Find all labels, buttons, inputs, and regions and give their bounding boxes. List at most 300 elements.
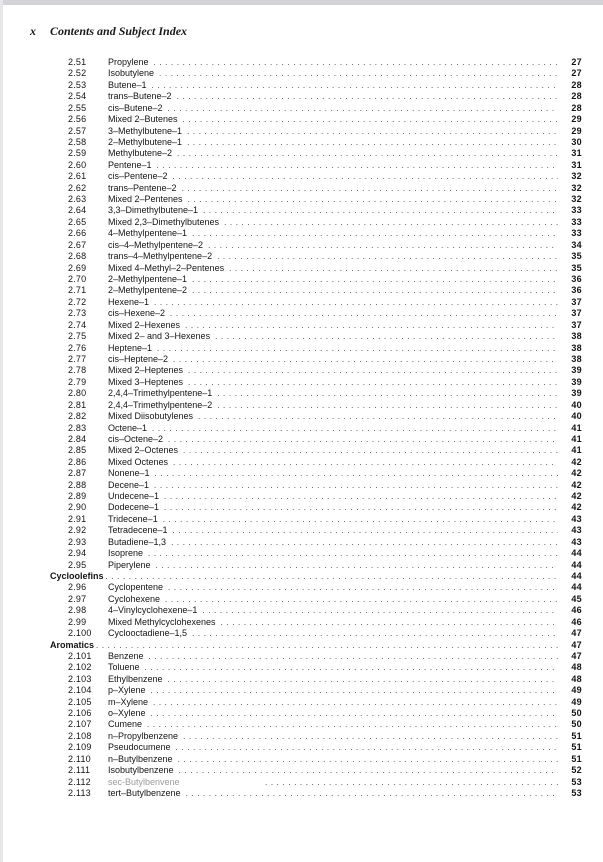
dot-leader [178,755,558,764]
entry-page-number: 41 [571,422,582,433]
entry-page-number: 42 [571,479,582,490]
entry-title: cis–Heptene–2 [108,353,169,364]
entry-number: 2.52 [68,68,87,79]
dot-leader [182,184,558,193]
entry-title: 2–Methylpentene–1 [108,274,188,285]
entry-number: 2.58 [68,136,87,147]
entry-title: 4–Vinylcyclohexene–1 [108,605,198,616]
entry-number: 2.69 [68,262,87,273]
dot-leader [173,458,558,467]
scan-edge-left [0,0,3,862]
toc-row [50,697,582,708]
entry-title: cis–Hexene–2 [108,308,166,319]
dot-leader [183,732,558,741]
entry-number: 2.103 [68,673,92,684]
entry-title: 2,4,4–Trimethylpentene–2 [108,399,213,410]
toc-row [50,388,582,399]
entry-page-number: 43 [571,536,582,547]
entry-title: Mixed 2,3–Dimethylbutenes [108,216,220,227]
entry-number: 2.79 [68,376,87,387]
entry-title: cis–Butene–2 [108,102,163,113]
toc-row [50,491,582,502]
toc-row [50,183,582,194]
dot-leader [154,58,558,67]
dot-leader [173,526,558,535]
entry-page-number: 51 [571,753,582,764]
entry-page-number: 42 [571,468,582,479]
toc-row [50,263,582,274]
dot-leader [187,127,558,136]
dot-leader [217,389,558,398]
dot-leader [148,549,558,558]
dot-leader [149,652,558,661]
entry-page-number: 53 [571,788,582,798]
entry-title: Cyclopentene [108,582,164,593]
entry-title: Decene–1 [108,479,150,490]
entry-number: 2.108 [68,730,92,741]
dot-leader [156,561,558,570]
entry-page-number: 44 [571,582,582,593]
page-number-label: x [30,24,36,38]
entry-page-number: 40 [571,411,582,422]
entry-page-number: 43 [571,525,582,536]
entry-title: Mixed 3–Heptenes [108,376,184,387]
dot-leader [152,424,558,433]
toc-row [50,365,582,376]
entry-page-number: 29 [571,125,582,136]
entry-page-number: 48 [571,662,582,673]
entry-number: 2.102 [68,662,92,673]
toc-row [50,228,582,239]
dot-leader [154,298,558,307]
entry-number: 2.104 [68,685,92,696]
entry-number: 2.54 [68,91,87,102]
entry-number: 2.88 [68,479,87,490]
dot-leader [215,332,558,341]
dot-leader [217,401,558,410]
toc-row [50,251,582,262]
dot-leader [229,264,558,273]
toc-row [50,788,582,799]
entry-page-number: 38 [571,342,582,353]
entry-title: o–Xylene [108,708,146,719]
entry-title: Cyclohexene [108,593,161,604]
entry-number: 2.111 [68,765,91,776]
toc-row [50,217,582,228]
toc-row [50,685,582,696]
entry-number: 2.73 [68,308,87,319]
toc-row [50,274,582,285]
dot-leader [188,195,558,204]
dot-leader [202,606,558,615]
entry-title: Propylene [108,57,149,67]
toc-row [50,719,582,730]
entry-number: 2.56 [68,114,87,125]
entry-page-number: 32 [571,182,582,193]
toc-row [50,628,582,639]
entry-title: Octene–1 [108,422,148,433]
toc-row [50,297,582,308]
entry-title: Mixed 2–Hexenes [108,319,181,330]
entry-number: 2.95 [68,559,87,570]
entry-page-number: 39 [571,388,582,399]
entry-page-number: 35 [571,251,582,262]
dot-leader [203,206,558,215]
dot-leader [151,709,558,718]
entry-title: trans–Pentene–2 [108,182,177,193]
entry-title: Nonene–1 [108,468,150,479]
entry-page-number: 44 [571,570,582,581]
entry-page-number: 34 [571,239,582,250]
entry-title: Mixed 2–Heptenes [108,365,184,376]
dot-leader [152,81,558,90]
entry-number: 2.74 [68,319,87,330]
toc-row [50,240,582,251]
dot-leader [168,435,558,444]
entry-page-number: 32 [571,171,582,182]
dot-leader [221,618,558,627]
toc-row [50,434,582,445]
toc-row [50,194,582,205]
dot-leader [159,69,558,78]
entry-number: 2.107 [68,719,92,730]
entry-number: 2.60 [68,159,87,170]
dot-leader [157,344,558,353]
entry-number: 2.53 [68,79,87,90]
entry-title: Aromatics [50,639,95,650]
section-heading-row [50,640,582,651]
entry-page-number: 47 [571,650,582,661]
entry-number: 2.112 [68,776,91,787]
entry-title: 2,4,4–Trimethylpentene–1 [108,388,213,399]
dot-leader [192,286,558,295]
entry-title: Cumene [108,719,143,730]
entry-page-number: 49 [571,685,582,696]
entry-title: Mixed 2– and 3–Hexenes [108,331,211,342]
entry-page-number: 52 [571,765,582,776]
entry-page-number: 28 [571,79,582,90]
dot-leader [168,104,558,113]
entry-number: 2.65 [68,216,87,227]
entry-page-number: 46 [571,616,582,627]
dot-leader [165,595,558,604]
toc-row [50,525,582,536]
toc-row [50,537,582,548]
entry-number: 2.99 [68,616,87,627]
entry-number: 2.81 [68,399,87,410]
entry-page-number: 37 [571,319,582,330]
entry-page-number: 31 [571,148,582,159]
entry-number: 2.109 [68,742,92,753]
toc-row [50,617,582,628]
entry-title: 2–Methylpentene–2 [108,285,188,296]
toc-row [50,308,582,319]
entry-page-number: 49 [571,696,582,707]
dot-leader [154,481,558,490]
dot-leader [185,321,558,330]
entry-number: 2.86 [68,456,87,467]
entry-number: 2.68 [68,251,87,262]
entry-page-number: 41 [571,445,582,456]
entry-title: cis–Octene–2 [108,433,164,444]
toc-row [50,57,582,68]
entry-title: 2–Methylbutene–1 [108,136,183,147]
entry-title: n–Propylbenzene [108,730,179,741]
entry-page-number: 28 [571,102,582,113]
entry-page-number: 35 [571,262,582,273]
entry-title: 3–Methylbutene–1 [108,125,183,136]
toc-row [50,171,582,182]
dot-leader [168,675,558,684]
dot-leader [192,275,558,284]
entry-number: 2.66 [68,228,87,239]
entry-number: 2.110 [68,753,91,764]
dot-leader [151,686,558,695]
dot-leader [176,743,558,752]
entry-title: Toluene [108,662,140,673]
table-of-contents [50,57,582,799]
entry-title: p–Xylene [108,685,146,696]
toc-row [50,80,582,91]
entry-title: Isobutylene [108,68,155,79]
dot-leader [188,366,558,375]
entry-page-number: 51 [571,742,582,753]
entry-number: 2.106 [68,708,92,719]
toc-row [50,400,582,411]
dot-leader [186,789,558,798]
entry-page-number: 36 [571,285,582,296]
toc-row [50,91,582,102]
entry-title: Pseudocumene [108,742,171,753]
entry-title: trans–Butene–2 [108,91,172,102]
entry-number: 2.92 [68,525,87,536]
entry-number: 2.78 [68,365,87,376]
toc-row [50,114,582,125]
dot-leader [173,355,558,364]
entry-number: 2.101 [68,650,92,661]
toc-row [50,354,582,365]
toc-row [50,331,582,342]
entry-page-number: 29 [571,114,582,125]
dot-leader [208,241,558,250]
toc-row [50,103,582,114]
entry-number: 2.77 [68,353,87,364]
entry-number: 2.84 [68,433,87,444]
entry-title: Tetradecene–1 [108,525,168,536]
entry-title: Mixed Diisobutylenes [108,411,194,422]
entry-page-number: 48 [571,673,582,684]
entry-title: cis–4–Methylpentene–2 [108,239,204,250]
entry-title: m–Xylene [108,696,149,707]
entry-page-number: 33 [571,216,582,227]
toc-row [50,68,582,79]
dot-leader [198,412,558,421]
entry-number: 2.94 [68,548,87,559]
entry-title: 3,3–Dimethylbutene–1 [108,205,199,216]
entry-page-number: 44 [571,559,582,570]
dot-leader [192,629,558,638]
entry-title: Mixed 2–Pentenes [108,194,183,205]
entry-title: 4–Methylpentene–1 [108,228,188,239]
entry-page-number: 33 [571,228,582,239]
entry-number: 2.90 [68,502,87,513]
entry-title: Mixed Octenes [108,456,169,467]
entry-number: 2.59 [68,148,87,159]
dot-leader [96,641,558,650]
entry-page-number: 44 [571,548,582,559]
entry-number: 2.64 [68,205,87,216]
toc-row [50,514,582,525]
entry-number: 2.55 [68,102,87,113]
entry-title: Piperylene [108,559,151,570]
dot-leader [265,778,558,787]
toc-row [50,160,582,171]
dot-leader [170,309,558,318]
dot-leader [157,161,558,170]
dot-leader [106,572,558,581]
entry-number: 2.87 [68,468,87,479]
toc-row [50,468,582,479]
entry-page-number: 53 [571,776,582,787]
toc-row [50,777,582,788]
dot-leader [177,149,558,158]
toc-row [50,343,582,354]
entry-number: 2.71 [68,285,87,296]
dot-leader [168,583,558,592]
toc-row [50,674,582,685]
entry-number: 2.70 [68,274,87,285]
entry-page-number: 30 [571,136,582,147]
entry-page-number: 37 [571,308,582,319]
entry-page-number: 47 [571,628,582,639]
entry-title: Isoprene [108,548,144,559]
entry-title: cis–Pentene–2 [108,171,168,182]
entry-page-number: 41 [571,433,582,444]
entry-number: 2.82 [68,411,87,422]
dot-leader [155,469,558,478]
entry-title: Butene–1 [108,79,147,90]
dot-leader [183,446,558,455]
entry-title: Cyclooctadiene–1,5 [108,628,188,639]
dot-leader [164,503,558,512]
entry-page-number: 50 [571,708,582,719]
entry-title: tert–Butylbenzene [108,788,181,798]
entry-title: Ethylbenzene [108,673,163,684]
entry-title: Tridecene–1 [108,513,158,524]
entry-number: 2.98 [68,605,87,616]
toc-row [50,285,582,296]
entry-title: Mixed 2–Butenes [108,114,178,125]
toc-row [50,445,582,456]
toc-row [50,137,582,148]
entry-page-number: 36 [571,274,582,285]
toc-row [50,411,582,422]
entry-title: Mixed 4–Methyl–2–Pentenes [108,262,225,273]
entry-page-number: 42 [571,456,582,467]
entry-number: 2.80 [68,388,87,399]
entry-number: 2.85 [68,445,87,456]
entry-title: Mixed Methylcyclohexenes [108,616,216,627]
entry-page-number: 38 [571,331,582,342]
entry-title: Pentene–1 [108,159,152,170]
entry-number: 2.62 [68,182,87,193]
dot-leader [173,172,558,181]
entry-page-number: 33 [571,205,582,216]
entry-page-number: 47 [571,639,582,650]
entry-page-number: 43 [571,513,582,524]
dot-leader [177,92,558,101]
entry-number: 2.51 [68,57,87,67]
entry-number: 2.100 [68,628,92,639]
dot-leader [163,515,558,524]
entry-title: sec-Butylbenvene [108,776,180,787]
entry-page-number: 42 [571,502,582,513]
entry-page-number: 46 [571,605,582,616]
toc-row [50,377,582,388]
entry-title: n–Butylbenzene [108,753,173,764]
toc-row [50,582,582,593]
entry-number: 2.91 [68,513,87,524]
dot-leader [164,492,558,501]
entry-number: 2.113 [68,788,91,798]
toc-row [50,126,582,137]
entry-title: Benzene [108,650,144,661]
entry-number: 2.63 [68,194,87,205]
toc-row [50,742,582,753]
toc-row [50,651,582,662]
toc-row [50,457,582,468]
entry-number: 2.93 [68,536,87,547]
entry-page-number: 27 [571,57,582,67]
entry-title: Hexene–1 [108,296,150,307]
dot-leader [192,229,558,238]
dot-leader [187,138,558,147]
entry-page-number: 39 [571,376,582,387]
toc-row [50,205,582,216]
dot-leader [188,378,558,387]
toc-row [50,480,582,491]
entry-title: Undecene–1 [108,491,160,502]
entry-page-number: 38 [571,353,582,364]
dot-leader [183,115,558,124]
page-title: Contents and Subject Index [50,24,188,38]
entry-page-number: 45 [571,593,582,604]
toc-row [50,594,582,605]
entry-page-number: 40 [571,399,582,410]
entry-number: 2.72 [68,296,87,307]
dot-leader [147,720,558,729]
dot-leader [153,698,558,707]
dot-leader [217,252,558,261]
entry-title: Isobutylbenzene [108,765,174,776]
entry-title: Cycloolefins [50,570,104,581]
toc-row [50,548,582,559]
dot-leader [224,218,558,227]
page-header [30,24,187,39]
dot-leader [179,766,558,775]
entry-number: 2.57 [68,125,87,136]
entry-page-number: 27 [571,68,582,79]
entry-number: 2.76 [68,342,87,353]
toc-row [50,560,582,571]
toc-row [50,605,582,616]
entry-number: 2.89 [68,491,87,502]
entry-number: 2.83 [68,422,87,433]
entry-page-number: 51 [571,730,582,741]
entry-number: 2.67 [68,239,87,250]
entry-number: 2.97 [68,593,87,604]
entry-title: Methylbutene–2 [108,148,173,159]
